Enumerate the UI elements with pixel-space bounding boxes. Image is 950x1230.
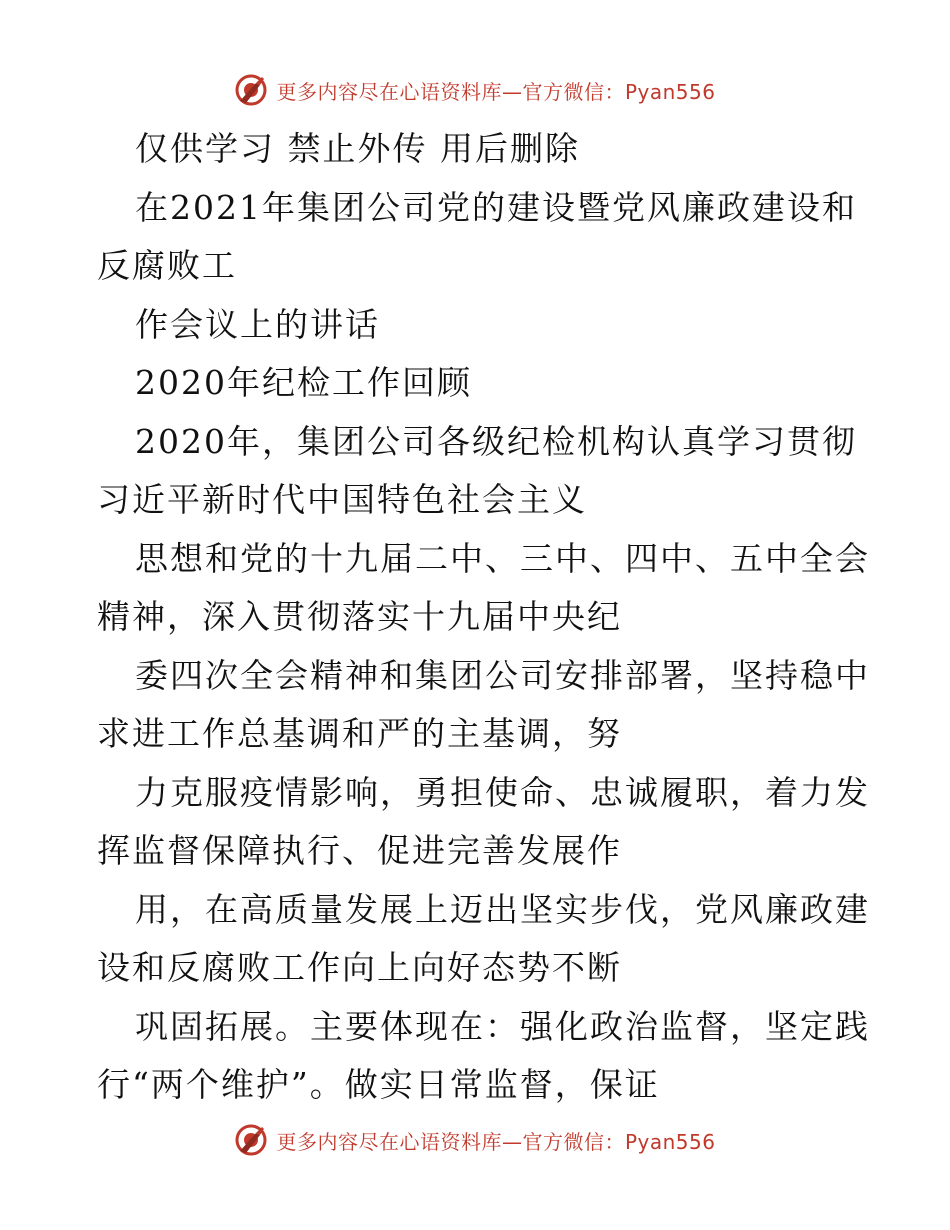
paragraph-line: 求进工作总基调和严的主基调，努 bbox=[97, 714, 622, 753]
paragraph-line: 行“两个维护”。做实日常监督，保证 bbox=[97, 1065, 660, 1104]
paragraph-line: 2020年纪检工作回顾 bbox=[135, 363, 472, 402]
paragraph-line: 仅供学习 禁止外传 用后删除 bbox=[135, 129, 580, 168]
footer-watermark-banner bbox=[0, 1120, 950, 1160]
paragraph-line: 挥监督保障执行、促进完善发展作 bbox=[97, 831, 622, 870]
paragraph-line: 用，在高质量发展上迈出坚实步伐，党风廉政建 bbox=[135, 889, 870, 929]
paragraph-line: 在2021年集团公司党的建设暨党风廉政建设和 bbox=[135, 187, 857, 227]
watermark-text: 更多内容尽在心语资料库—官方微信：Pyan556 bbox=[276, 79, 716, 104]
pen-seal-logo-icon bbox=[234, 73, 268, 107]
paragraph-line: 巩固拓展。主要体现在：强化政治监督，坚定践 bbox=[135, 1006, 870, 1046]
paragraph-line: 2020年，集团公司各级纪检机构认真学习贯彻 bbox=[135, 421, 857, 461]
paragraph-line: 习近平新时代中国特色社会主义 bbox=[97, 480, 587, 519]
paragraph-line: 委四次全会精神和集团公司安排部署，坚持稳中 bbox=[135, 655, 870, 695]
paragraph-line: 思想和党的十九届二中、三中、四中、五中全会 bbox=[135, 538, 870, 578]
header-watermark-banner bbox=[0, 70, 950, 110]
paragraph-line: 设和反腐败工作向上向好态势不断 bbox=[97, 948, 622, 987]
paragraph-line: 反腐败工 bbox=[97, 246, 237, 285]
paragraph-line: 精神，深入贯彻落实十九届中央纪 bbox=[97, 597, 622, 636]
paragraph-line: 作会议上的讲话 bbox=[135, 304, 380, 344]
pen-seal-logo-icon bbox=[234, 1123, 268, 1157]
document-body bbox=[97, 120, 870, 1115]
watermark-text: 更多内容尽在心语资料库—官方微信：Pyan556 bbox=[276, 1129, 716, 1154]
paragraph-line: 力克服疫情影响，勇担使命、忠诚履职，着力发 bbox=[135, 772, 870, 812]
